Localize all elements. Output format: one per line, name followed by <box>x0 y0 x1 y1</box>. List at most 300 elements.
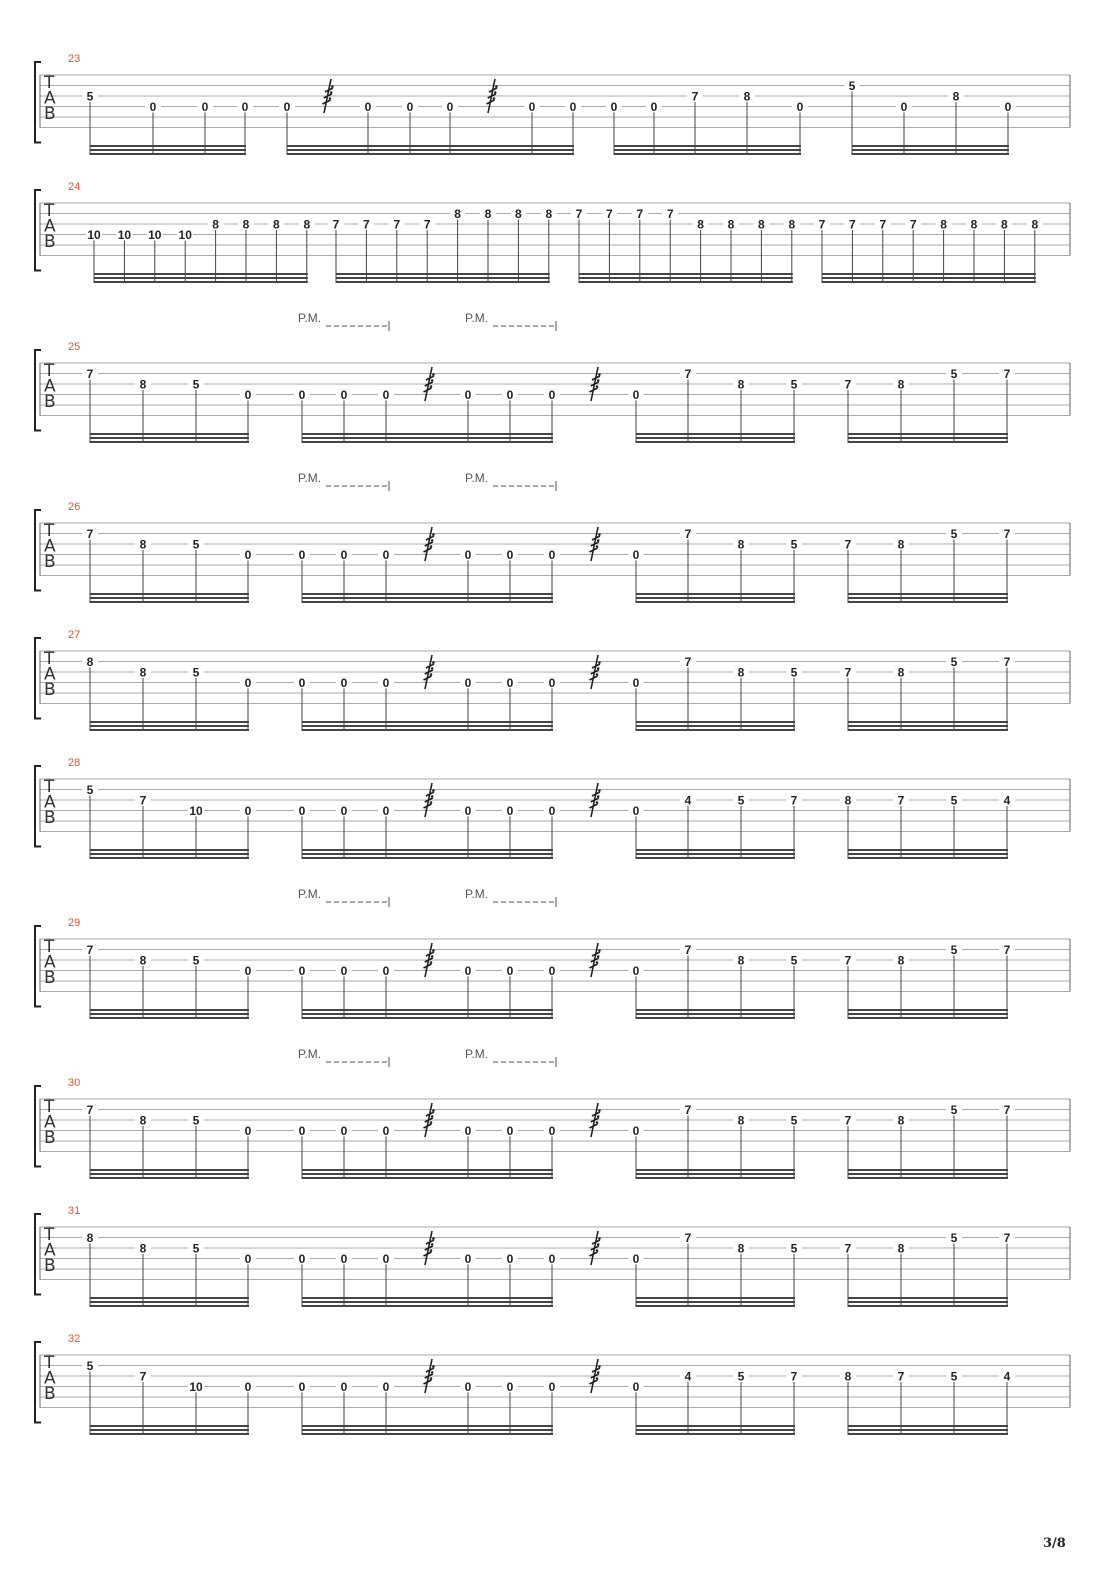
fret-number: 8 <box>788 217 796 232</box>
beam <box>90 853 249 855</box>
tab-clef-letter: T <box>44 1353 55 1373</box>
beam <box>90 1425 249 1427</box>
beam <box>90 1169 249 1171</box>
fret-number: 5 <box>950 943 958 957</box>
beam <box>636 593 795 595</box>
tremolo-dot <box>597 539 600 542</box>
fret-number: 0 <box>298 1124 306 1138</box>
fret-number: 0 <box>548 676 556 690</box>
fret-number: 7 <box>606 207 613 221</box>
fret-number: 0 <box>298 804 306 818</box>
beam <box>90 1017 249 1019</box>
fret-number: 5 <box>192 1241 200 1256</box>
beam <box>579 281 793 283</box>
fret-number: 0 <box>464 388 472 402</box>
beam <box>90 437 249 439</box>
beam <box>90 593 249 595</box>
fret-number: 5 <box>950 527 958 541</box>
tab-clef-letter: B <box>44 392 56 412</box>
beam <box>852 145 1009 147</box>
beam <box>636 1017 795 1019</box>
fret-number: 0 <box>201 100 209 114</box>
fret-number: 0 <box>548 1252 556 1266</box>
beam <box>302 1013 553 1015</box>
tremolo-dot <box>596 385 599 388</box>
fret-number: 8 <box>139 665 147 680</box>
tremolo-dot <box>430 1121 433 1124</box>
beam <box>302 1173 553 1175</box>
beam <box>848 1177 1008 1179</box>
fret-number: 5 <box>192 1113 200 1128</box>
beam <box>302 1305 553 1307</box>
fret-number: 0 <box>340 1252 348 1266</box>
beam <box>822 281 1036 283</box>
fret-number: 0 <box>632 548 640 562</box>
beam <box>636 433 795 435</box>
fret-number: 10 <box>87 228 101 242</box>
fret-number: 0 <box>244 804 252 818</box>
fret-number: 7 <box>423 217 431 232</box>
fret-number: 8 <box>515 207 522 221</box>
fret-number: 4 <box>1003 1369 1011 1384</box>
measure-number: 29 <box>68 917 81 929</box>
fret-number: 0 <box>244 1380 252 1394</box>
beam <box>636 1301 795 1303</box>
beam <box>636 849 795 851</box>
beam <box>636 729 795 731</box>
fret-number: 4 <box>1003 793 1011 808</box>
fret-number: 5 <box>790 377 798 392</box>
fret-number: 8 <box>139 953 147 968</box>
measure-number: 23 <box>68 53 81 65</box>
beam <box>287 145 574 147</box>
fret-number: 7 <box>393 217 401 232</box>
beam <box>90 1177 249 1179</box>
tab-clef-letter: B <box>44 808 56 828</box>
beam <box>302 1425 553 1427</box>
fret-number: 0 <box>1004 100 1012 114</box>
fret-number: 7 <box>363 217 370 232</box>
beam <box>636 1009 795 1011</box>
fret-number: 8 <box>844 1369 852 1384</box>
beam <box>636 1177 795 1179</box>
beam <box>636 1429 795 1431</box>
fret-number: 0 <box>506 676 514 690</box>
beam <box>636 1169 795 1171</box>
tab-clef-letter: B <box>44 968 56 988</box>
fret-number: 0 <box>298 548 306 562</box>
beam <box>90 1013 249 1015</box>
measure-number: 30 <box>68 1077 81 1089</box>
fret-number: 0 <box>340 804 348 818</box>
fret-number: 8 <box>727 217 735 232</box>
fret-number: 8 <box>242 217 250 232</box>
measure-number: 26 <box>68 501 81 513</box>
tremolo-dot <box>331 85 334 88</box>
fret-number: 0 <box>244 548 252 562</box>
fret-number: 0 <box>340 1380 348 1394</box>
fret-number: 0 <box>406 100 414 114</box>
beam <box>90 1009 249 1011</box>
beam <box>848 441 1008 443</box>
beam <box>636 1297 795 1299</box>
fret-number: 0 <box>340 548 348 562</box>
tremolo-dot <box>597 379 600 382</box>
beam <box>94 277 308 279</box>
fret-number: 5 <box>950 1231 958 1245</box>
fret-number: 7 <box>909 217 917 232</box>
fret-number: 0 <box>506 804 514 818</box>
palm-mute-label: P.M. <box>298 887 322 901</box>
beam <box>579 277 793 279</box>
tab-clef-letter: A <box>44 664 56 685</box>
tremolo-dot <box>432 1109 435 1112</box>
fret-number: 0 <box>569 100 577 114</box>
tremolo-dot <box>432 533 435 536</box>
tremolo-dot <box>598 949 601 952</box>
beam <box>614 149 801 151</box>
fret-number: 8 <box>484 207 492 221</box>
fret-number: 0 <box>340 388 348 402</box>
beam <box>848 601 1008 603</box>
fret-number: 0 <box>464 1252 472 1266</box>
fret-number: 5 <box>192 953 200 968</box>
fret-number: 5 <box>86 783 94 797</box>
fret-number: 8 <box>273 217 280 232</box>
fret-number: 5 <box>192 537 200 552</box>
fret-number: 8 <box>86 1231 94 1245</box>
fret-number: 8 <box>897 377 905 392</box>
fret-number: 0 <box>632 676 640 690</box>
fret-number: 8 <box>940 217 947 232</box>
fret-number: 0 <box>382 548 390 562</box>
tremolo-dot <box>431 955 434 958</box>
tremolo-dot <box>432 661 435 664</box>
fret-number: 0 <box>464 1380 472 1394</box>
fret-number: 5 <box>790 1113 798 1128</box>
fret-number: 0 <box>340 1124 348 1138</box>
beam <box>822 277 1036 279</box>
fret-number: 8 <box>697 217 704 232</box>
fret-number: 0 <box>340 964 348 978</box>
tab-clef-letter: T <box>44 1225 55 1245</box>
fret-number: 0 <box>506 964 514 978</box>
fret-number: 7 <box>844 953 852 968</box>
tremolo-dot <box>596 1249 599 1252</box>
fret-number: 7 <box>86 943 94 957</box>
beam <box>848 433 1008 435</box>
fret-number: 0 <box>506 1380 514 1394</box>
tremolo-dot <box>598 789 601 792</box>
fret-number: 10 <box>189 1380 203 1394</box>
fret-number: 8 <box>844 793 852 808</box>
tab-clef-letter: B <box>44 552 56 572</box>
beam <box>302 597 553 599</box>
fret-number: 0 <box>610 100 618 114</box>
tab-clef-letter: T <box>44 777 55 797</box>
beam <box>302 1177 553 1179</box>
tab-clef-letter: A <box>44 376 56 397</box>
fret-number: 7 <box>86 1103 94 1117</box>
fret-number: 0 <box>382 1124 390 1138</box>
fret-number: 7 <box>849 217 856 232</box>
tremolo-dot <box>330 91 333 94</box>
fret-number: 7 <box>844 377 852 392</box>
fret-number: 5 <box>790 537 798 552</box>
beam <box>90 1173 249 1175</box>
palm-mute-label: P.M. <box>465 311 489 325</box>
tremolo-dot <box>431 795 434 798</box>
measure-number: 24 <box>68 181 81 193</box>
fret-number: 0 <box>149 100 157 114</box>
fret-number: 8 <box>454 207 461 221</box>
tremolo-dot <box>596 673 599 676</box>
fret-number: 0 <box>244 1124 252 1138</box>
fret-number: 7 <box>879 217 887 232</box>
beam <box>90 1429 249 1431</box>
beam <box>848 597 1008 599</box>
tab-clef-letter: A <box>44 1112 56 1133</box>
fret-number: 0 <box>298 676 306 690</box>
beam <box>90 153 246 155</box>
fret-number: 4 <box>684 793 692 808</box>
palm-mute-label: P.M. <box>298 311 322 325</box>
beam <box>852 149 1009 151</box>
tab-clef-letter: B <box>44 1384 56 1404</box>
fret-number: 7 <box>684 367 692 381</box>
tab-clef-letter: T <box>44 521 55 541</box>
tab-clef-letter: B <box>44 680 56 700</box>
fret-number: 8 <box>737 537 745 552</box>
fret-number: 8 <box>897 1113 905 1128</box>
fret-number: 8 <box>86 655 94 669</box>
beam <box>302 437 553 439</box>
beam <box>636 1173 795 1175</box>
beam <box>636 725 795 727</box>
fret-number: 7 <box>844 1113 852 1128</box>
fret-number: 0 <box>382 388 390 402</box>
beam <box>848 1429 1008 1431</box>
fret-number: 8 <box>212 217 219 232</box>
beam <box>636 853 795 855</box>
beam <box>302 729 553 731</box>
tremolo-dot <box>597 1115 600 1118</box>
fret-number: 7 <box>897 793 905 808</box>
fret-number: 7 <box>86 367 94 381</box>
tremolo-dot <box>597 1243 600 1246</box>
fret-number: 7 <box>790 793 798 808</box>
fret-number: 5 <box>790 665 798 680</box>
fret-number: 8 <box>1031 217 1039 232</box>
beam <box>90 145 246 147</box>
fret-number: 0 <box>298 1252 306 1266</box>
beam <box>90 729 249 731</box>
beam <box>94 273 308 275</box>
tremolo-dot <box>596 1121 599 1124</box>
fret-number: 0 <box>446 100 454 114</box>
fret-number: 5 <box>737 1369 745 1384</box>
tremolo-dot <box>598 1109 601 1112</box>
fret-number: 10 <box>117 228 132 242</box>
beam <box>90 433 249 435</box>
fret-number: 7 <box>139 793 147 808</box>
tab-clef-letter: T <box>44 73 55 93</box>
tremolo-dot <box>597 795 600 798</box>
fret-number: 7 <box>844 1241 852 1256</box>
tremolo-dot <box>430 801 433 804</box>
fret-number: 7 <box>684 1231 692 1245</box>
tremolo-dot <box>329 97 332 100</box>
fret-number: 0 <box>364 100 372 114</box>
beam <box>336 281 550 283</box>
page-number: 3/8 <box>1043 1536 1066 1551</box>
fret-number: 5 <box>950 367 958 381</box>
palm-mute-label: P.M. <box>298 1047 322 1061</box>
fret-number: 7 <box>86 527 94 541</box>
beam <box>302 1301 553 1303</box>
fret-number: 0 <box>382 804 390 818</box>
fret-number: 0 <box>506 388 514 402</box>
beam <box>302 853 553 855</box>
beam <box>636 601 795 603</box>
tremolo-dot <box>430 673 433 676</box>
fret-number: 7 <box>1003 367 1011 381</box>
beam <box>336 273 550 275</box>
beam <box>848 1297 1008 1299</box>
measure-number: 32 <box>68 1333 81 1345</box>
beam <box>636 1013 795 1015</box>
measure-number: 25 <box>68 341 81 353</box>
beam <box>302 593 553 595</box>
beam <box>848 1425 1008 1427</box>
fret-number: 0 <box>464 804 472 818</box>
fret-number: 0 <box>548 1380 556 1394</box>
fret-number: 0 <box>298 1380 306 1394</box>
tremolo-dot <box>430 545 433 548</box>
tremolo-dot <box>597 955 600 958</box>
tremolo-dot <box>432 789 435 792</box>
fret-number: 5 <box>950 655 958 669</box>
tab-clef-letter: B <box>44 1256 56 1276</box>
beam <box>302 1297 553 1299</box>
tremolo-dot <box>494 91 497 94</box>
fret-number: 0 <box>632 1124 640 1138</box>
fret-number: 5 <box>86 89 94 104</box>
fret-number: 5 <box>737 793 745 808</box>
fret-number: 7 <box>666 207 674 221</box>
beam <box>302 601 553 603</box>
beam <box>90 441 249 443</box>
tremolo-dot <box>598 1237 601 1240</box>
tremolo-dot <box>596 801 599 804</box>
fret-number: 8 <box>737 1113 745 1128</box>
fret-number: 0 <box>796 100 804 114</box>
fret-number: 0 <box>632 964 640 978</box>
fret-number: 0 <box>382 1252 390 1266</box>
tremolo-dot <box>431 539 434 542</box>
fret-number: 0 <box>632 1252 640 1266</box>
fret-number: 8 <box>970 217 978 232</box>
fret-number: 7 <box>332 217 340 232</box>
tab-clef-letter: B <box>44 232 56 252</box>
beam <box>302 1169 553 1171</box>
fret-number: 0 <box>298 964 306 978</box>
beam <box>848 1009 1008 1011</box>
tab-clef-letter: A <box>44 1240 56 1261</box>
tab-clef-letter: A <box>44 1368 56 1389</box>
beam <box>90 721 249 723</box>
measure-number: 27 <box>68 629 81 641</box>
beam <box>636 1433 795 1435</box>
beam <box>302 725 553 727</box>
beam <box>614 145 801 147</box>
tremolo-dot <box>432 949 435 952</box>
fret-number: 0 <box>632 388 640 402</box>
tab-clef-letter: A <box>44 88 56 109</box>
fret-number: 5 <box>192 665 200 680</box>
beam <box>848 437 1008 439</box>
tab-clef-letter: T <box>44 649 55 669</box>
beam <box>302 1433 553 1435</box>
palm-mute-label: P.M. <box>465 471 489 485</box>
fret-number: 0 <box>382 964 390 978</box>
tab-clef-letter: B <box>44 104 56 124</box>
fret-number: 0 <box>464 676 472 690</box>
fret-number: 7 <box>636 207 644 221</box>
tab-clef-letter: T <box>44 201 55 221</box>
fret-number: 0 <box>506 548 514 562</box>
fret-number: 0 <box>548 388 556 402</box>
fret-number: 10 <box>189 804 203 818</box>
tremolo-dot <box>431 1115 434 1118</box>
fret-number: 8 <box>1001 217 1008 232</box>
tab-clef-letter: A <box>44 792 56 813</box>
fret-number: 7 <box>897 1369 905 1384</box>
fret-number: 7 <box>1003 1103 1011 1117</box>
tab-clef-letter: T <box>44 937 55 957</box>
palm-mute-label: P.M. <box>465 1047 489 1061</box>
fret-number: 8 <box>737 665 745 680</box>
fret-number: 0 <box>506 1252 514 1266</box>
tab-clef-letter: A <box>44 952 56 973</box>
tremolo-dot <box>598 661 601 664</box>
beam <box>848 593 1008 595</box>
fret-number: 0 <box>650 100 658 114</box>
fret-number: 0 <box>464 1124 472 1138</box>
fret-number: 4 <box>684 1369 692 1384</box>
beam <box>848 1433 1008 1435</box>
fret-number: 7 <box>684 527 692 541</box>
tremolo-dot <box>432 1237 435 1240</box>
tab-clef-letter: T <box>44 1097 55 1117</box>
tremolo-dot <box>432 373 435 376</box>
beam <box>848 849 1008 851</box>
beam <box>852 153 1009 155</box>
fret-number: 8 <box>545 207 553 221</box>
beam <box>614 153 801 155</box>
beam <box>90 1433 249 1435</box>
fret-number: 0 <box>900 100 908 114</box>
beam <box>90 1301 249 1303</box>
fret-number: 0 <box>548 1124 556 1138</box>
beam <box>302 1009 553 1011</box>
beam <box>636 721 795 723</box>
fret-number: 8 <box>897 537 905 552</box>
fret-number: 7 <box>844 537 852 552</box>
fret-number: 7 <box>1003 655 1011 669</box>
beam <box>302 441 553 443</box>
beam <box>848 1169 1008 1171</box>
